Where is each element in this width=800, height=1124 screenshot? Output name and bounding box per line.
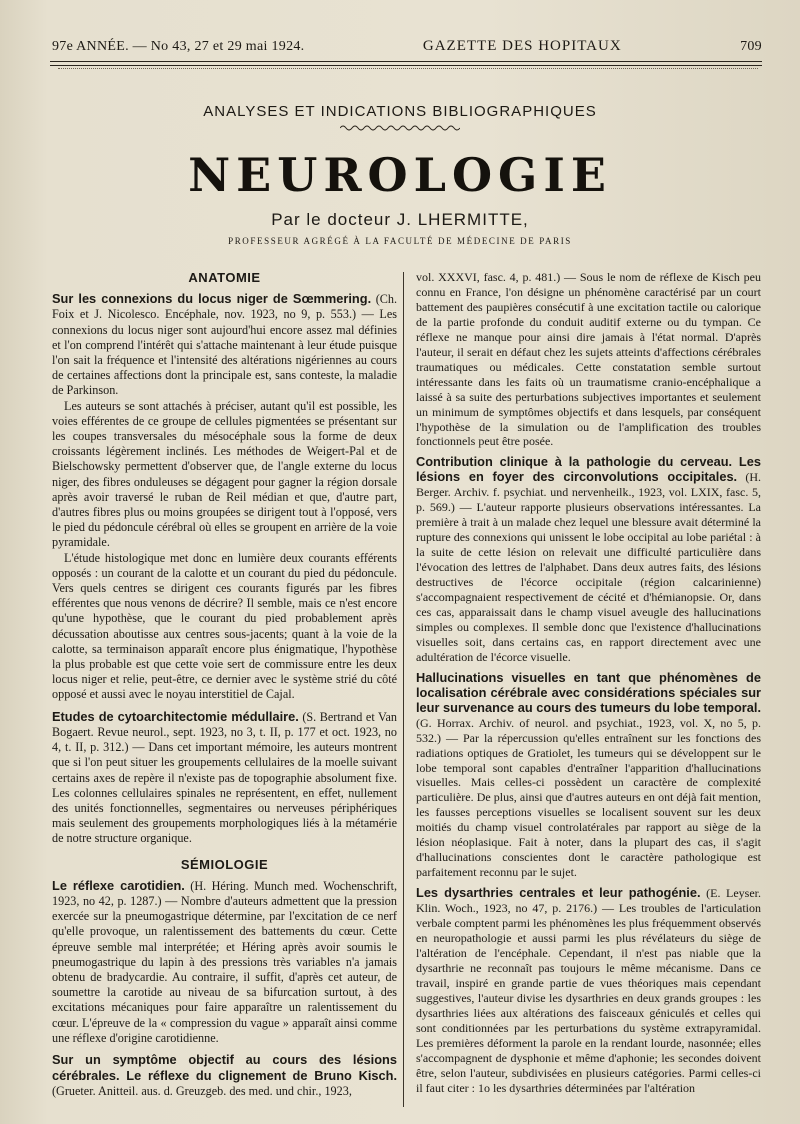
page-header [52, 38, 762, 55]
article-title: Hallucinations visuelles en tant que phénomènes de localisation cérébrale avec considérations spéciales sur leur survenance au cours des tumeurs du lobe temporal. [416, 669, 761, 715]
journal-name: GAZETTE DES HOPITAUX [422, 38, 622, 54]
article-text: — Dans cet important mémoire, les auteurs montrent que si l'on peut situer les groupements cellulaires de la moelle suivant certains axes de repère il n'existe pas de topographie absolument fixe. Les colonnes cellulaires spinales ne représentent, en effet, nullement des unités fonctionnelles, segmentaires ou nerveuses périphériques mais seulement des groupements morphologiques liés à la métamérie de notre structure organique. [52, 740, 397, 846]
dotted-rule [58, 68, 758, 69]
article-reflexe-carotidien [52, 878, 397, 1046]
main-title: NEUROLOGIE [188, 148, 612, 202]
article-text: — L'auteur rapporte plusieurs observations intéressantes. La première à trait à un malade chez lequel une blessure avait déterminé la rupture des connexions qui unissent le lobe occipital au lobe pariétal : à la suite de cette lésion on relevait une difficulté particulière dans l'évocation des lettres de l'alphabet. Dans deux autres faits, des lésions destructives de l'écorce occipitale (région calcarinienne) s'accompagnaient respectivement de cécité et d'hémianopsie. Or, dans ces cas, apparaissait dans le champ visuel aveugle des hallucinations simples ou complexes. Il semble donc que l'existence d'hallucinations visuelles soit, dans certains cas, en rapport directement avec une adultération de l'écorce visuelle. [416, 500, 761, 664]
article-reference: (Grueter. Anitteil. aus. d. Greuzgeb. des med. und chir., 1923, [52, 1084, 352, 1099]
article-hallucinations-visuelles [416, 671, 761, 880]
article-reference: (G. Horrax. Archiv. of neurol. and psychiat., 1923, vol. X, no 5, p. 532.) [416, 715, 761, 745]
article-text: — Nombre d'auteurs admettent que la pression exercée sur la pneumogastrique détermine, par l'excitation de ce nerf qu'elle provoque, un ralentissement des battements du cœur. Cette épreuve semble mal interprétée; et Héring après avoir soumis le pneumogastrique du lapin à des pressions très variables n'a jamais obtenu de bradycardie. Au contraire, il suffit, d'après cet auteur, de soumettre la carotide au niveau de sa bifurcation surtout, à des excitations mécaniques pour faire apparaître un ralentissement du cœur. L'épreuve de la « compression du vague » apparaît ainsi comme une réflexe d'origine carotidienne. [52, 893, 397, 1045]
left-column [52, 270, 397, 1100]
article-reference: (S. Bertrand et Van Bogaert. Revue neurol., sept. 1923, no 3, t. II, p. 177 et oct. 1923, no 4, t. II, p. 312.) [52, 709, 397, 755]
article-cytoarchitectomie [52, 709, 397, 847]
author-title: PROFESSEUR AGRÉGÉ À LA FACULTÉ DE MÉDECINE DE PARIS [228, 236, 572, 246]
article-dysarthries [416, 886, 761, 1095]
article-paragraph: Les auteurs se sont attachés à préciser, autant qu'il est possible, les voies efférentes de ce groupe de cellules pigmentées se présentant sur les coupes transversales du mésocéphale sous la forme de deux croissants légèrement inclinés. Les méthodes de Weigert-Pal et de Bielschowsky permettent d'observer que, de l'angle externe du locus niger, des fibres onduleuses se dégagent pour gagner la région dorsale après avoir traversé le ruban de Reil médian et que, d'autre part, d'autres fibres plus ou moins groupées se dirigent tout à l'opposé, vers le pied du pédoncule cérébral où elles se groupent en arrière de la voie pyramidale. [52, 398, 397, 550]
article-title: Etudes de cytoarchitectomie médullaire. [52, 708, 299, 724]
author-line: Par le docteur J. LHERMITTE, [271, 210, 529, 229]
article-continuation: vol. XXXVI, fasc. 4, p. 481.) — Sous le nom de réflexe de Kisch peu connu en France, l'on désigne un phénomène caractérisé par un court battement des paupières consécutif à une excitation tactile ou calorique de la partie profonde du conduit auditif externe ou du tympan. Ce réflexe ne manque pour ainsi dire jamais à l'état normal. D'après l'auteur, il serait en défaut chez les sujets atteints d'affections cérébrales traumatiques ou médicales. Cette constatation semble surtout intéressante dans les faits où un traumatisme cranio-encéphalique a laissé à sa suite des perturbations subjectives importantes et seulement un minimum de symptômes objectifs et dans lesquels, par conséquent l'hypothèse de la simulation ou de l'amplification des troubles fonctionnels peut être posée. [416, 270, 761, 449]
article-reference: (H. Héring. Munch med. Wochenschrift, 1923, no 42, p. 1287.) [52, 878, 397, 908]
article-symptome-objectif [52, 1052, 397, 1100]
article-paragraph: L'étude histologique met donc en lumière deux courants efférents opposés : un courant de la calotte et un courant du pied du pédoncule. Vers quels centres se dirigent ces courants figurés par les fibres efférentes que nous venons de décrire? Il semble, mais ce n'est encore qu'une hypothèse, que le courant du pied probablement après décussation aboutisse aux centres sous-jacents; quant à la voie de la calotte, sa terminaison apparaît encore plus énigmatique, l'hypothèse la plus probable est que cette voie sert de commissure entre les deux locus niger et relie, peut-être, ce dernier avec le système strié du côté opposé et aussi avec le noyau interstitiel de Cajal. [52, 550, 397, 702]
article-text: — Les connexions du locus niger sont aujourd'hui encore assez mal définies et l'on comprend l'intérêt qui s'attache maintenant à leur étude puisque l'on sait la fréquence et l'intensité des altérations nigériennes au cours de certaines affections dont la principale est, sans conteste, la maladie de Parkinson. [52, 307, 397, 398]
article-title: Sur les connexions du locus niger de Sœmmering. [52, 291, 372, 307]
article-reference: (Ch. Foix et J. Nicolesco. Encéphale, nov. 1923, no 9, p. 553.) [52, 292, 398, 322]
section-heading-semiologie: SÉMIOLOGIE [180, 856, 269, 872]
article-title: Sur un symptôme objectif au cours des lésions cérébrales. Le réflexe du clignement de Bruno Kisch. [52, 1051, 397, 1084]
page-number: 709 [740, 39, 762, 54]
article-reference: (E. Leyser. Klin. Woch., 1923, no 47, p. 2176.) [416, 886, 762, 916]
article-title: Le réflexe carotidien. [52, 877, 185, 893]
right-column [416, 270, 761, 1095]
wavy-divider [340, 124, 460, 132]
column-divider [403, 272, 404, 1107]
section-heading-anatomie: ANATOMIE [188, 270, 261, 285]
article-title: Contribution clinique à la pathologie du cerveau. Les lésions en foyer des circonvolutions occipitales. [416, 454, 761, 485]
article-locus-niger [52, 291, 397, 398]
article-reference: (H. Berger. Archiv. f. psychiat. und nervenheilk., 1923, vol. LXIX, fasc. 5, p. 569.) [416, 470, 761, 515]
article-text: — Par la répercussion qu'elles entraînent sur les fonctions des radiations optiques de Gratiolet, les tumeurs qui se développent sur le lobe temporal sont capables d'entraîner l'apparition d'hallucinations visuelles. Mais celles-ci possèdent un caractère de complexité particulière. De plus, ainsi que d'autres auteurs en ont déjà fait mention, les fausses perceptions visuelles se localisent souvent sur les deux moitiés du champ visuel controlatérales par rapport au siège de la lésion néoplasique. Fait à noter, dans la plupart des cas, il s'agit d'hallucinations conscientes dont le caractère pathologique est parfaitement reconnu par le sujet. [416, 730, 761, 880]
article-text: — Les troubles de l'articulation verbale comptent parmi les phénomènes les plus fréquemment observés en neuropathologie et aussi parmi les plus révélateurs du siège de l'altération de l'encéphale. Cependant, il n'est pas niable que la dysarthrie ne reconnaît pas toujours le même mécanisme. Dans ce travail, inspiré en grande partie de vues théoriques mais cependant suggestives, l'auteur divise les dysarthries en deux grands groupes : les dysarthries liées aux altérations des faisceaux géniculés et celles qui sont conditionnées par les perturbations du système extrapyramidal. Les premières déforment la parole en la rendant lourde, nasonnée; elles s'accompagnent de dysphonie et même d'aphonie; les secondes doivent être, selon l'auteur, subdivisées en plusieurs catégories. Parmi celles-ci il faut citer : 1o les dysarthries déterminées par l'altération [416, 901, 762, 1095]
article-pathologie-cerveau [416, 455, 761, 664]
article-title: Les dysarthries centrales et leur pathogénie. [416, 885, 701, 901]
header-rule [50, 61, 762, 66]
section-title: ANALYSES ET INDICATIONS BIBLIOGRAPHIQUES [203, 103, 597, 120]
issue-info: 97e ANNÉE. — No 43, 27 et 29 mai 1924. [52, 39, 305, 54]
